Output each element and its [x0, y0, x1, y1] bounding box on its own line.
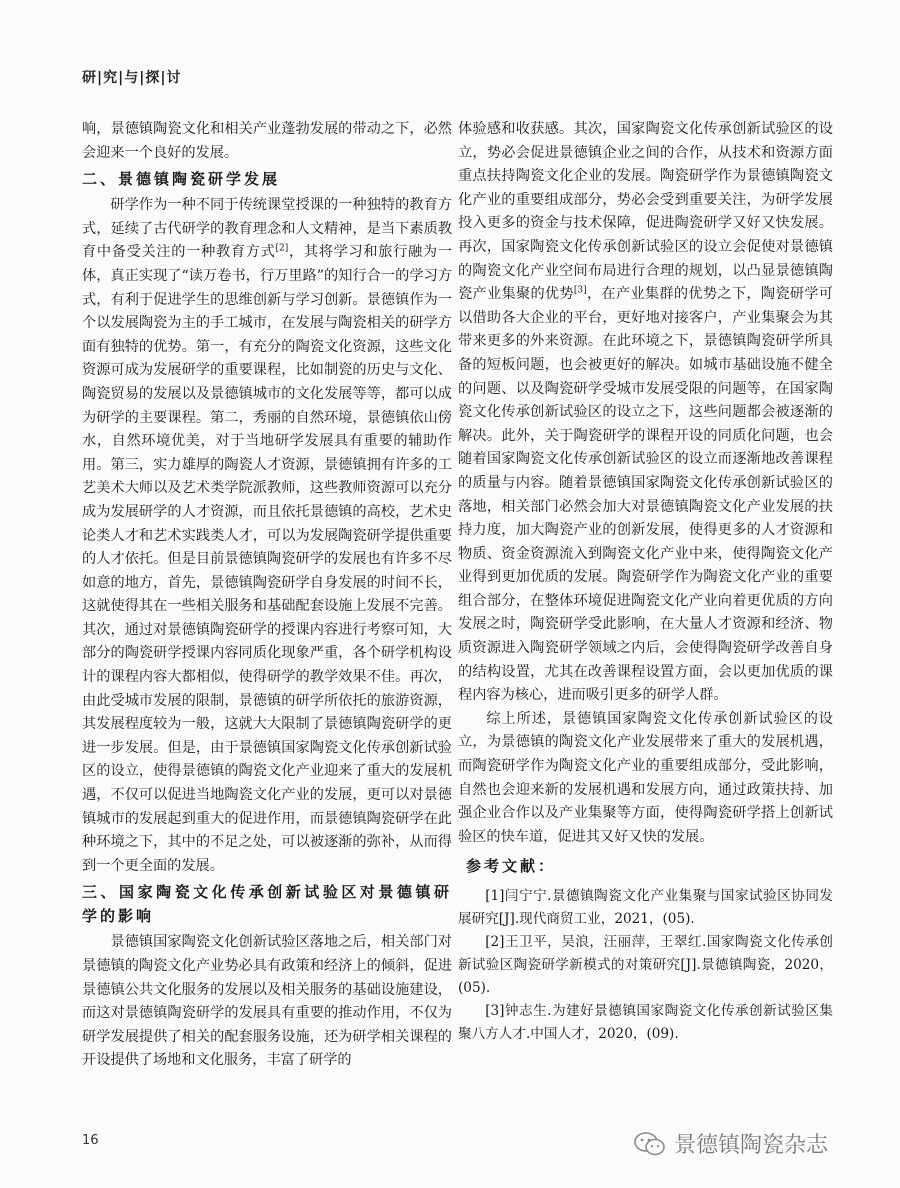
reference-item: [1]闫宁宁.景德镇陶瓷文化产业集聚与国家试验区协同发展研究[J].现代商贸工业，2021，(05).	[458, 888, 833, 927]
section-header: 研|究|与|探|讨	[82, 70, 182, 86]
watermark	[632, 1128, 828, 1159]
references-heading: 参考文献：	[466, 857, 557, 876]
paragraph: 景德镇国家陶瓷文化创新试验区落地之后，相关部门对景德镇的陶瓷文化产业势必具有政策和经济上的倾斜，促进景德镇公共文化服务的发展以及相关服务的基础设施建设，而这对景德镇陶瓷研学的发展具有重要的推动作用，不仅为研学发展提供了相关的配套服务设施，还为研学相关课程的开设提供了场地和文化服务，丰富了研学的	[82, 934, 452, 1069]
left-column	[82, 118, 452, 1073]
section-heading: 三、国家陶瓷文化传承创新试验区对景德镇研学的影响	[82, 883, 452, 926]
paragraph: 综上所述，景德镇国家陶瓷文化传承创新试验区的设立，为景德镇的陶瓷文化产业发展带来了重大的发展机遇，而陶瓷研学作为陶瓷文化产业的重要组成部分，受此影响，自然也会迎来新的发展机遇和发展方向，通过政策扶持、加强企业合作以及产业集聚等方面，使得陶瓷研学搭上创新试验区的快车道，促进其又好又快的发展。	[458, 710, 833, 845]
citation: [3]	[573, 285, 587, 296]
wechat-icon	[632, 1130, 668, 1158]
paragraph: 体验感和收获感。其次，国家陶瓷文化传承创新试验区的设立，势必会促进景德镇企业之间的合作，从技术和资源方面重点扶持陶瓷文化企业的发展。陶瓷研学作为景德镇陶瓷文化产业的重要组成部分，势必会受到重要关注，为研学发展投入更多的资金与技术保障，促进陶瓷研学又好又快发展。再次，国家陶瓷文化传承创新试验区的设立会促使对景德镇的陶瓷文化产业空间布局进行合理的规划，以凸显景德镇陶瓷产业集聚的优势[3]，在产业集群的优势之下，陶瓷研学可以借助各大企业的平台，更好地对接客户，产业集聚会为其带来更多的外来资源。在此环境之下，景德镇陶瓷研学所具备的短板问题，也会被更好的解决。如城市基础设施不健全的问题、以及陶瓷研学受城市发展受限的问题等，在国家陶瓷文化传承创新试验区的设立之下，这些问题都会被逐渐的解决。此外，关于陶瓷研学的课程开设的同质化问题，也会随着国家陶瓷文化传承创新试验区的设立而逐渐地改善课程的质量与内容。随着景德镇国家陶瓷文化传承创新试验区的落地，相关部门必然会加大对景德镇陶瓷文化产业发展的扶持力度，加大陶瓷产业的创新发展，使得更多的人才资源和物质、资金资源流入到陶瓷文化产业中来，使得陶瓷文化产业得到更加优质的发展。陶瓷研学作为陶瓷文化产业的重要组合部分，在整体环境促进陶瓷文化产业向着更优质的方向发展之时，陶瓷研学受此影响，在大量人才资源和经济、物质资源进入陶瓷研学领域之内后，会使得陶瓷研学改善自身的结构设置，尤其在改善课程设置方面，会以更加优质的课程内容为核心，进而吸引更多的研学人群。	[458, 121, 833, 704]
right-column	[458, 118, 833, 1046]
reference-item: [2]王卫平，吴浪，汪丽萍，王翠红.国家陶瓷文化传承创新试验区陶瓷研学新模式的对策研究[J].景德镇陶瓷，2020，(05).	[458, 934, 833, 996]
citation: [2]	[275, 243, 289, 254]
section-heading: 二、景德镇陶瓷研学发展	[82, 170, 281, 189]
paragraph: 响，景德镇陶瓷文化和相关产业蓬勃发展的带动之下，必然会迎来一个良好的发展。	[82, 121, 452, 161]
page-number: 16	[82, 1133, 99, 1148]
paragraph: 研学作为一种不同于传统课堂授课的一种独特的教育方式，延续了古代研学的教育理念和人文精神，是当下素质教育中备受关注的一种教育方式[2]，其将学习和旅行融为一体，真正实现了“读万卷书，行万里路”的知行合一的学习方式，有利于促进学生的思维创新与学习创新。景德镇作为一个以发展陶瓷为主的手工城市，在发展与陶瓷相关的研学方面有独特的优势。第一，有充分的陶瓷文化资源，这些文化资源可成为发展研学的重要课程，比如制瓷的历史与文化、陶瓷贸易的发展以及景德镇城市的文化发展等等，都可以成为研学的主要课程。第二，秀丽的自然环境，景德镇依山傍水，自然环境优美，对于当地研学发展具有重要的辅助作用。第三，实力雄厚的陶瓷人才资源，景德镇拥有许多的工艺美术大师以及艺术类学院派教师，这些教师资源可以充分成为发展研学的人才资源，而且依托景德镇的高校，艺术史论类人才和艺术实践类人才，可以为发展陶瓷研学提供重要的人才依托。但是目前景德镇陶瓷研学的发展也有许多不尽如意的地方，首先，景德镇陶瓷研学自身发展的时间不长，这就使得其在一些相关服务和基础配套设施上发展不完善。其次，通过对景德镇陶瓷研学的授课内容进行考察可知，大部分的陶瓷研学授课内容同质化现象严重，各个研学机构设计的课程内容大都相似，使得研学的教学效果不佳。再次，由此受城市发展的限制，景德镇的研学所依托的旅游资源，其发展程度较为一般，这就大大限制了景德镇陶瓷研学的更进一步发展。但是，由于景德镇国家陶瓷文化传承创新试验区的设立，使得景德镇的陶瓷文化产业迎来了重大的发展机遇，不仅可以促进当地陶瓷文化产业的发展，更可以对景德镇城市的发展起到重大的促进作用，而景德镇陶瓷研学在此种环境之下，其中的不足之处，可以被逐渐的弥补，从而得到一个更全面的发展。	[82, 197, 452, 874]
watermark-text: 景德镇陶瓷杂志	[674, 1133, 829, 1158]
reference-item: [3]钟志生.为建好景德镇国家陶瓷文化传承创新试验区集聚八方人才.中国人才，2020，(09).	[458, 1003, 833, 1042]
